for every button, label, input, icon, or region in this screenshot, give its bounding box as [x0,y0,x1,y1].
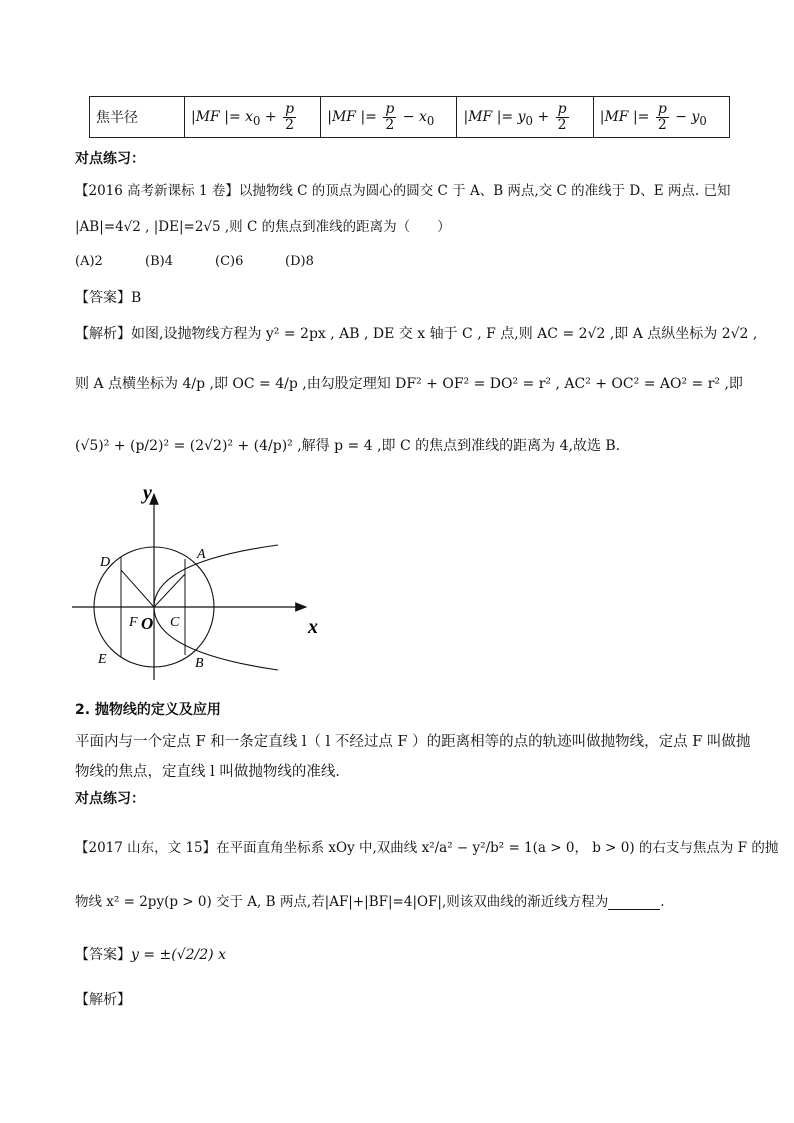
table-cell-4: |MF |= $\frac{p}{2}$ − $y_0$ [593,97,729,138]
problem-1-text-1: 以抛物线 C 的顶点为圆心的圆交 C 于 A、B 两点,交 C 的准线于 D、E 两点. 已知 [238,183,731,199]
analysis-1-line-2: 则 A 点横坐标为 4/p ,即 OC = 4/p ,由勾股定理知 DF² + OF² = DO² = r² , AC² + OC² = AO² = r² ,即 [75,376,743,392]
parabola-circle-figure [68,482,328,682]
problem-2-line-2: 物线 x² = 2py(p > 0) 交于 A, B 两点,若|AF|+|BF|=4|OF|,则该双曲线的渐近线方程为 . [75,894,665,910]
label-a: A [197,547,206,562]
answer-blank [608,895,660,910]
label-c: C [170,615,180,630]
answer-1 [75,287,141,307]
label-b: B [195,656,204,671]
option-d: (D)8 [285,254,314,269]
problem-2-text-2: 物线 x² = 2py(p > 0) 交于 A, B 两点,若|AF|+|BF|=4|OF|,则该双曲线的渐近线方程为 [75,894,609,910]
table-cell-3: |MF |= $y_0$ + $\frac{p}{2}$ [457,97,593,138]
label-x: x [308,616,318,638]
definition-line-2: 物线的焦点，定直线 l 叫做抛物线的准线． [75,764,350,780]
problem-2-source: 【2017 山东，文 15】 [75,840,217,856]
problem-1-line-2: |AB|=4√2 , |DE|=2√5 ,则 C 的焦点到准线的距离为（ ） [75,219,451,235]
parabola-upper [154,545,278,607]
analysis-1-line-3: (√5)² + (p/2)² = (2√2)² + (4/p)² ,解得 p = 4 ,即 C 的焦点到准线的距离为 4,故选 B. [75,438,621,454]
answer-2 [75,944,226,964]
label-d: D [100,555,111,570]
option-a: (A)2 [75,254,103,269]
practice-heading-1: 对点练习： [75,151,145,167]
label-y: y [143,482,152,504]
table-cell-2: |MF |= $\frac{p}{2}$ − $x_0$ [321,97,457,138]
option-b: (B)4 [145,254,173,269]
answer-label: 【答案】 [75,290,131,306]
problem-1-options [75,254,314,269]
answer-2-label: 【答案】 [75,947,131,963]
label-e: E [98,652,107,667]
option-c: (C)6 [215,254,244,269]
problem-1-source: 【2016 高考新课标 1 卷】 [75,183,239,199]
segment-od [121,570,154,607]
label-o: O [141,614,154,633]
answer-value: B [131,290,142,306]
analysis-2-label: 【解析】 [75,992,131,1008]
analysis-label: 【解析】 [75,326,131,342]
analysis-1-line-1 [75,323,757,343]
problem-2-text-1: 在平面直角坐标系 xOy 中,双曲线 x²/a² − y²/b² = 1(a > 0， b > 0) 的右支与焦点为 F 的抛 [216,840,779,856]
problem-2-line-1 [75,836,778,856]
table-row-label: 焦半径 [90,97,185,138]
problem-1-line-1 [75,179,730,199]
practice-heading-2: 对点练习： [75,791,145,807]
table-cell-1: |MF |= $x_0$ + $\frac{p}{2}$ [185,97,321,138]
analysis-text-1: 如图,设抛物线方程为 y² = 2px , AB , DE 交 x 轴于 C , F 点,则 AC = 2√2 ,即 A 点纵坐标为 2√2 , [131,326,758,342]
answer-2-value: y = ±(√2/2) x [131,947,226,963]
focal-radius-table [89,96,730,138]
table-row [90,97,730,138]
label-f: F [129,615,138,630]
section-2-title: 2. 抛物线的定义及应用 [75,702,221,718]
definition-line-1: 平面内与一个定点 F 和一条定直线 l（ l 不经过点 F ）的距离相等的点的轨迹叫做抛物线，定点 F 叫做抛 [75,734,751,750]
